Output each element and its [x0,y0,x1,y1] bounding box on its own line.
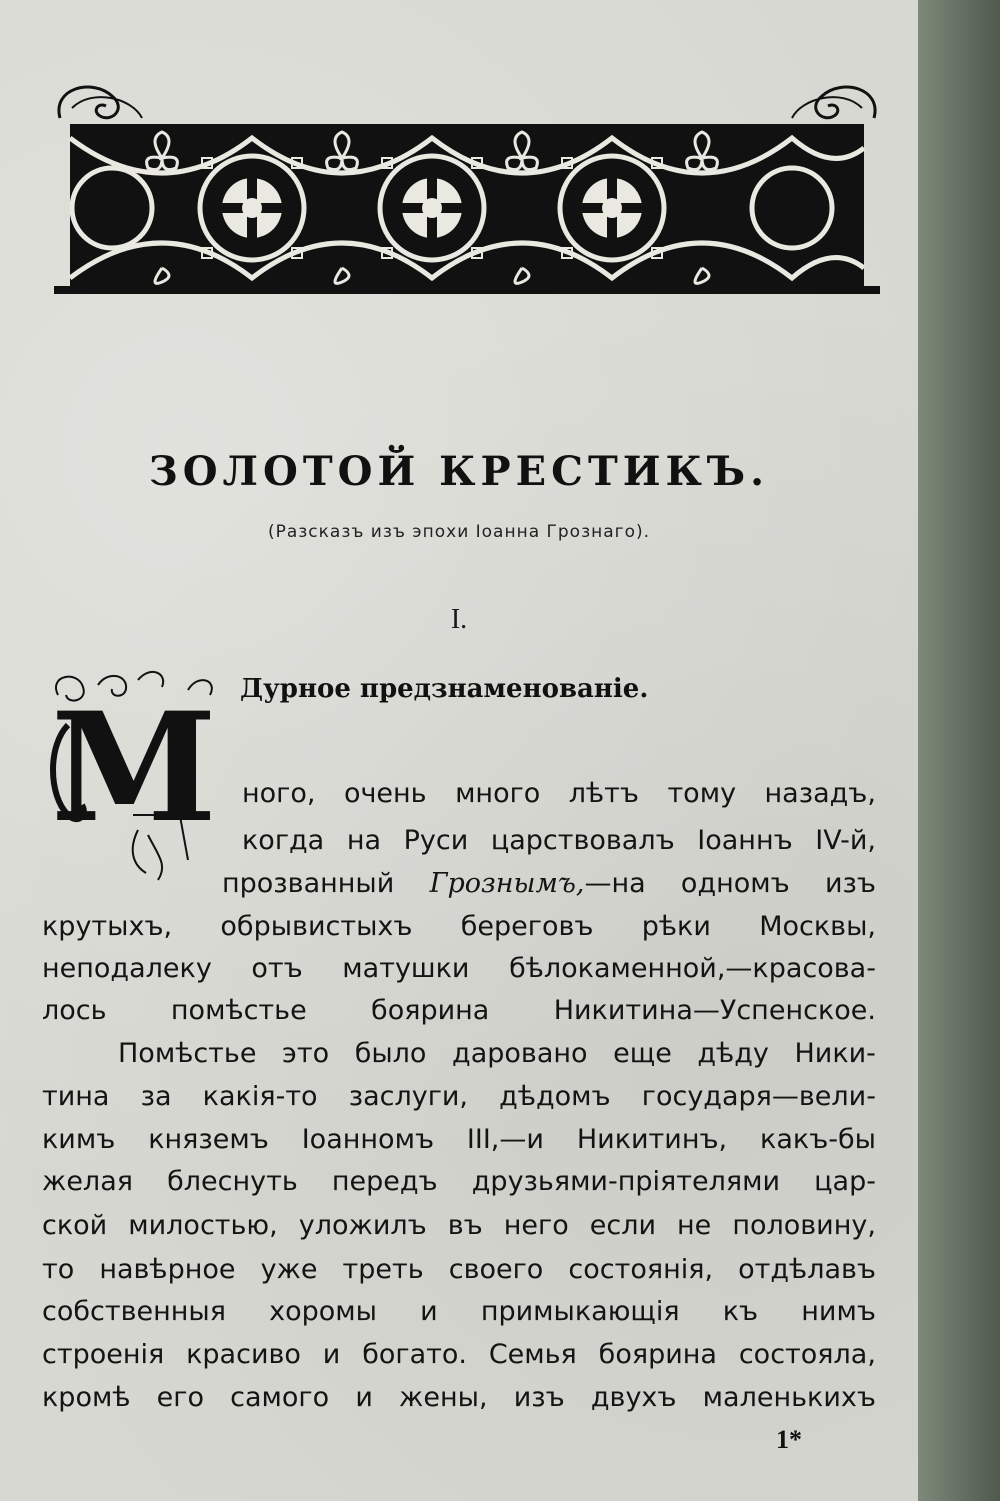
body-word: половину, [732,1210,876,1241]
body-text [42,1210,876,1241]
body-line [42,1382,876,1413]
body-text [42,1166,876,1197]
body-line [42,953,876,984]
body-word: состоянія, [568,1254,714,1285]
body-word: маленькихъ [702,1382,876,1413]
body-line [42,1339,876,1370]
body-text [42,1339,876,1370]
body-text [42,1124,876,1155]
body-word: изъ [513,1382,565,1413]
chapter-number: I. [450,604,468,635]
body-word: къ [722,1296,759,1327]
body-word: на [346,825,382,856]
body-word: обрывистыхъ [220,911,413,942]
drop-cap-ornament [38,665,228,885]
body-word: блеснуть [167,1166,298,1197]
body-word: жены, [399,1382,488,1413]
body-word: нимъ [801,1296,876,1327]
page-number: 1* [776,1425,802,1454]
body-word: Москвы, [759,911,876,942]
body-word: двухъ [590,1382,677,1413]
body-line [42,995,876,1026]
body-word: то [42,1254,75,1285]
body-word: Семья [488,1339,577,1370]
body-text [42,1296,876,1327]
body-word: царствовалъ [490,825,675,856]
body-word: ного, [242,778,316,809]
body-word: какія-то [202,1081,318,1112]
ornamental-headpiece [52,78,882,302]
body-word: состояла, [738,1339,876,1370]
body-word: и [420,1296,438,1327]
body-word: очень [343,778,427,809]
body-text [118,1038,876,1069]
body-word: собственныя [42,1296,226,1327]
body-line [242,825,876,856]
ornament-svg [52,78,882,302]
story-subtitle: (Разсказъ изъ эпохи Іоанна Грознаго). [267,522,651,542]
body-word: Іоанномъ [301,1124,435,1155]
body-word: боярина [598,1339,717,1370]
body-line [118,1038,876,1069]
body-line [42,1254,876,1285]
body-word: матушки [342,953,470,984]
body-word: красиво [186,1339,301,1370]
body-word: изъ [825,868,876,899]
body-word: Никитина—Успенское. [553,995,876,1026]
body-word: какъ-бы [760,1124,876,1155]
body-word: треть [342,1254,424,1285]
body-word: лѣтъ [568,778,639,809]
body-word: бѣлокаменной,—красова- [509,953,876,984]
body-word: III,—и [466,1124,544,1155]
story-title: ЗОЛОТОЙ КРЕСТИКЪ. [148,448,770,495]
body-word: дѣду [697,1038,769,1069]
body-word: богато. [362,1339,467,1370]
body-word: много [455,778,541,809]
body-word: заслуги, [348,1081,469,1112]
body-text [42,1254,876,1285]
body-text [42,911,876,942]
body-word: помѣстье [170,995,307,1026]
body-word: дѣдомъ [499,1081,611,1112]
body-word: назадъ, [764,778,876,809]
body-word: еще [613,1038,672,1069]
body-word: IV-й, [815,825,876,856]
body-word: и [355,1382,373,1413]
body-word: за [140,1081,172,1112]
body-word: неподалеку [42,953,212,984]
body-word: передъ [331,1166,438,1197]
drop-cap-letter: М [50,680,218,856]
body-word: тому [667,778,737,809]
body-word: цар- [814,1166,876,1197]
body-word: него [503,1210,569,1241]
body-word: Руси [403,825,469,856]
body-text [42,953,876,984]
body-word: государя—вели- [641,1081,876,1112]
body-word: лось [42,995,107,1026]
drop-cap-svg [38,665,228,885]
body-text [242,778,876,809]
body-word: его [156,1382,204,1413]
body-text [42,1382,876,1413]
body-word: прозванный [222,868,395,899]
body-line [42,1124,876,1155]
body-word: Никитинъ, [576,1124,728,1155]
body-word: уложилъ [298,1210,427,1241]
body-word: Іоаннъ [697,825,793,856]
body-word: желая [42,1166,133,1197]
body-word: даровано [452,1038,588,1069]
body-word: строенія [42,1339,165,1370]
body-line [242,778,876,809]
body-word: когда [242,825,325,856]
body-word: Помѣстье [118,1038,257,1069]
body-word: кромѣ [42,1382,131,1413]
body-word: боярина [371,995,490,1026]
body-word: и [322,1339,341,1370]
body-word: отдѣлавъ [738,1254,876,1285]
body-word: друзьями-пріятелями [471,1166,781,1197]
body-word: кимъ [42,1124,116,1155]
body-line [42,1296,876,1327]
body-word: если [589,1210,657,1241]
body-word: береговъ [460,911,594,942]
page-edge-background [918,0,1000,1501]
body-word: не [677,1210,712,1241]
body-word: рѣки [641,911,711,942]
body-word: самого [230,1382,330,1413]
body-word: это [282,1038,330,1069]
body-word: одномъ [680,868,790,899]
body-text [222,868,876,899]
body-word: милостью, [128,1210,278,1241]
body-word: тина [42,1081,110,1112]
body-word: навѣрное [99,1254,236,1285]
body-line [42,1210,876,1241]
body-text [42,1081,876,1112]
body-word: княземъ [148,1124,269,1155]
body-word: въ [447,1210,483,1241]
body-word: ской [42,1210,108,1241]
body-text [242,825,876,856]
body-word: хоромы [269,1296,377,1327]
body-line [42,911,876,942]
body-word: примыкающія [480,1296,680,1327]
body-line [42,1166,876,1197]
body-word: отъ [251,953,303,984]
chapter-title: Дурное предзнаменованіе. [240,674,649,704]
body-word: крутыхъ, [42,911,173,942]
body-word: своего [448,1254,544,1285]
body-word: было [354,1038,427,1069]
body-word: уже [260,1254,318,1285]
body-text [42,995,876,1026]
body-word: Грознымъ,—на [429,868,646,899]
body-line [42,1081,876,1112]
body-line [222,868,876,899]
body-word: Ники- [794,1038,876,1069]
